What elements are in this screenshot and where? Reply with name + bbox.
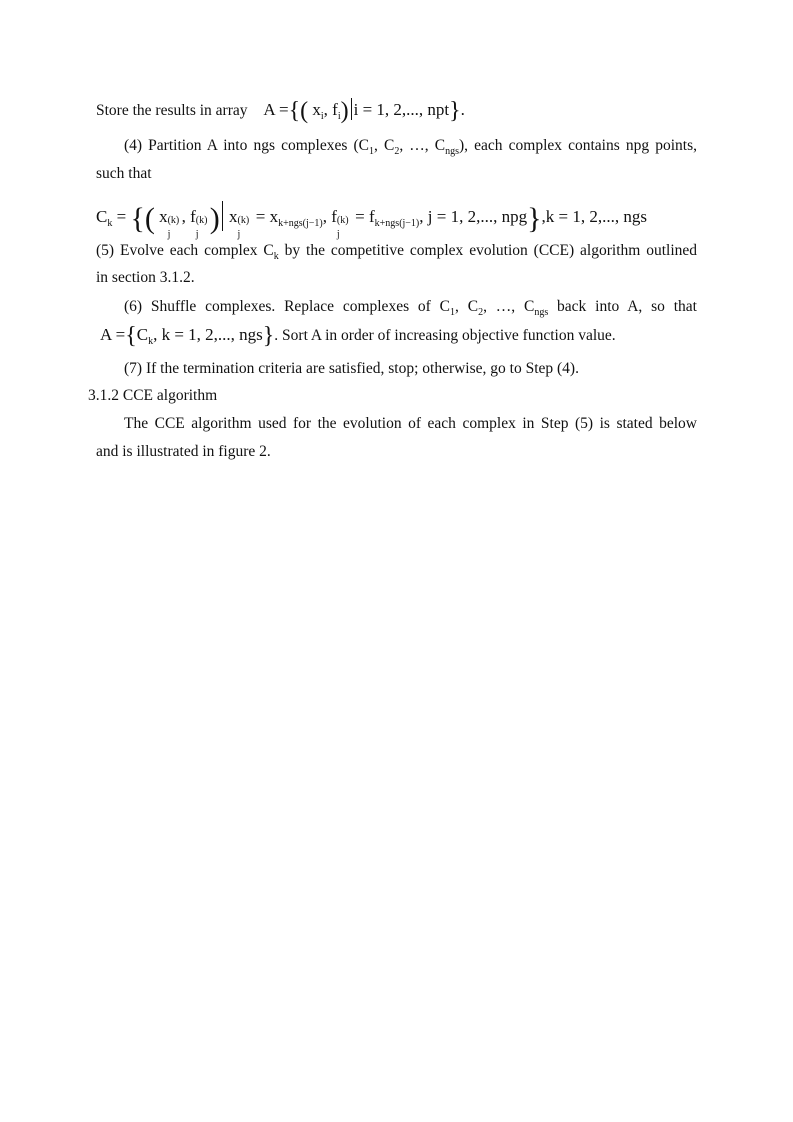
equation-array-a: A ={( $x_i$, $f_i$) i = 1, 2,..., npt}.	[263, 98, 465, 124]
text-such-that: such that	[96, 165, 152, 182]
equation-complex-partition: $C_k$ = {( x (k) j , f (k) j ) x (k) j = $x_{k+ngs(j-1)}$, f (k) j = $f_{k+ngs(j-1)}$, j = 1, 2,..., npg},k = 1, 2,..., ngs	[96, 202, 647, 240]
paragraph-step-4: (4) Partition A into ngs complexes ($C_1$, $C_2$, …, $C_{ngs}$), each complex contains npg points,	[124, 137, 697, 157]
equation-a-shuffled: $A =\{C_k$, k = 1, 2,..., ngs}	[100, 323, 275, 349]
text-illustrated: and is illustrated in figure 2.	[96, 443, 271, 460]
text-sort: . Sort A in order of increasing objective function value.	[274, 327, 616, 344]
paragraph-step-6: (6) Shuffle complexes. Replace complexes of $C_1$, $C_2$, …, $C_{ngs}$ back into A, so that	[124, 298, 697, 318]
paragraph-step-5: (5) Evolve each complex $C_k$ by the competitive complex evolution (CCE) algorithm outlined	[96, 242, 698, 262]
text-store-results: Store the results in array	[96, 102, 248, 119]
text-in-section: in section 3.1.2.	[96, 269, 195, 286]
paragraph-sort	[100, 324, 616, 353]
paragraph-cce-intro: The CCE algorithm used for the evolution of each complex in Step (5) is stated below	[124, 415, 697, 432]
paragraph-store-results	[96, 98, 465, 128]
section-heading: 3.1.2 CCE algorithm	[88, 387, 218, 404]
paragraph-step-7: (7) If the termination criteria are satisfied, stop; otherwise, go to Step (4).	[124, 360, 579, 377]
